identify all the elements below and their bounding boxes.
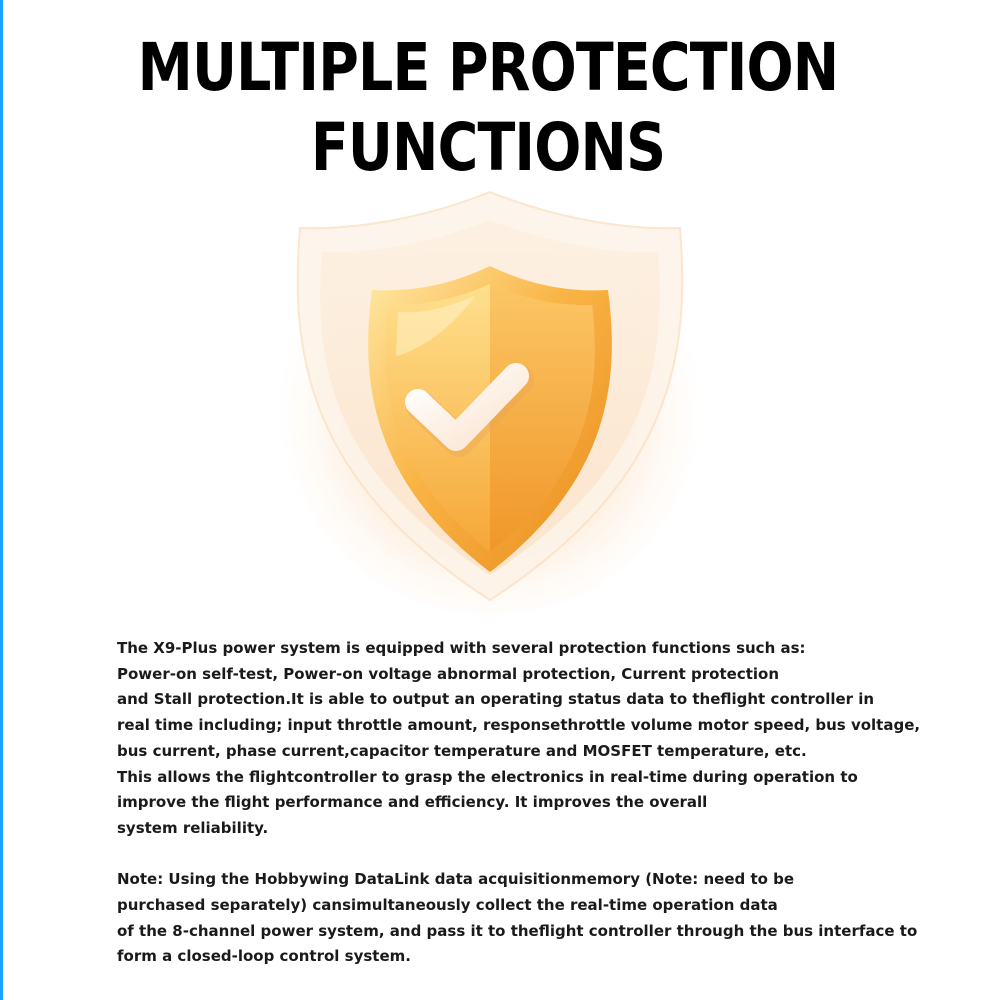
paragraph-gap [117, 842, 977, 868]
description-line: bus current, phase current,capacitor temperature and MOSFET temperature, etc. [117, 741, 807, 760]
description-block [117, 636, 977, 970]
description-line: The X9-Plus power system is equipped with several protection functions such as: [117, 639, 806, 657]
description-line: This allows the flightcontroller to grasp the electronics in real-time during operation to [117, 767, 858, 786]
note-line: Note: Using the Hobbywing DataLink data acquisitionmemory (Note: need to be [117, 870, 795, 889]
description-line: and Stall protection.It is able to output an operating status data to theflight controller in [117, 690, 875, 709]
page-title [78, 28, 898, 188]
title-line-2: FUNCTIONS [310, 109, 666, 186]
left-edge-line [0, 0, 3, 1000]
description-line: system reliability. [117, 818, 269, 837]
note-line: purchased separately) cansimultaneously collect the real-time operation data [117, 896, 778, 915]
title-line-1: MULTIPLE PROTECTION [137, 29, 839, 106]
note-line: of the 8-channel power system, and pass it to theflight controller through the bus interface to [117, 921, 918, 940]
description-line: Power-on self-test, Power-on voltage abnormal protection, Current protection [117, 664, 780, 683]
shield-check-icon [270, 180, 710, 620]
note-line: form a closed-loop control system. [117, 947, 411, 966]
description-line: real time including; input throttle amount, responsethrottle volume motor speed, bus voltage, [117, 716, 921, 735]
description-line: improve the flight performance and efficiency. It improves the overall [117, 793, 708, 812]
